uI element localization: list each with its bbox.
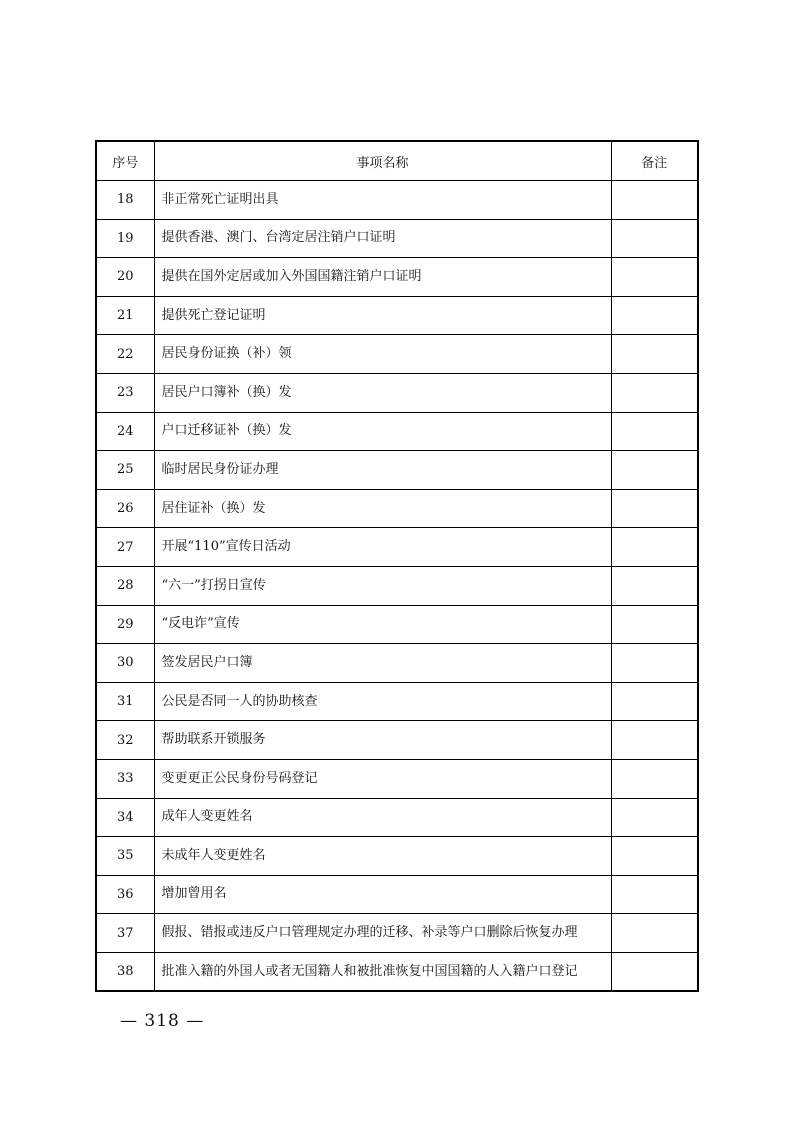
row-item-name: 增加曾用名 [154,875,611,914]
row-note [611,875,698,914]
row-item-name: 帮助联系开锁服务 [154,721,611,760]
row-note [611,837,698,876]
table-row [96,373,698,412]
row-number: 32 [96,721,154,760]
row-number: 35 [96,837,154,876]
row-number: 26 [96,489,154,528]
row-number: 31 [96,682,154,721]
table-header-row [96,141,698,181]
table-row [96,219,698,258]
row-item-name: 未成年人变更姓名 [154,837,611,876]
row-number: 33 [96,759,154,798]
row-note [611,489,698,528]
row-note [611,644,698,683]
row-item-name: 批准入籍的外国人或者无国籍人和被批准恢复中国国籍的人入籍户口登记 [154,952,611,991]
row-note [611,296,698,335]
table-row [96,181,698,220]
table-row [96,412,698,451]
row-item-name: 假报、错报或违反户口管理规定办理的迁移、补录等户口删除后恢复办理 [154,914,611,953]
table-row [96,605,698,644]
row-number: 34 [96,798,154,837]
row-note [611,219,698,258]
row-note [611,181,698,220]
row-number: 24 [96,412,154,451]
row-note [611,566,698,605]
table-row [96,335,698,374]
row-item-name: 提供死亡登记证明 [154,296,611,335]
row-item-name: 提供香港、澳门、台湾定居注销户口证明 [154,219,611,258]
row-note [611,373,698,412]
row-number: 22 [96,335,154,374]
row-number: 38 [96,952,154,991]
row-number: 27 [96,528,154,567]
row-number: 19 [96,219,154,258]
table-row [96,451,698,490]
page-number: — 318 — [120,1011,205,1031]
header-item-name: 事项名称 [154,141,611,181]
row-note [611,952,698,991]
row-item-name: 居住证补（换）发 [154,489,611,528]
table-row [96,952,698,991]
row-number: 20 [96,258,154,297]
row-number: 21 [96,296,154,335]
row-number: 23 [96,373,154,412]
row-number: 30 [96,644,154,683]
table-row [96,566,698,605]
table-row [96,914,698,953]
row-note [611,528,698,567]
header-note: 备注 [611,141,698,181]
row-item-name: 非正常死亡证明出具 [154,181,611,220]
table-row [96,528,698,567]
row-item-name: 临时居民身份证办理 [154,451,611,490]
row-note [611,451,698,490]
table-row [96,258,698,297]
row-note [611,335,698,374]
table-row [96,296,698,335]
row-note [611,759,698,798]
row-item-name: 提供在国外定居或加入外国国籍注销户口证明 [154,258,611,297]
table-row [96,489,698,528]
row-item-name: 公民是否同一人的协助核查 [154,682,611,721]
row-number: 28 [96,566,154,605]
table-row [96,644,698,683]
row-note [611,682,698,721]
row-item-name: 变更更正公民身份号码登记 [154,759,611,798]
row-number: 37 [96,914,154,953]
row-number: 18 [96,181,154,220]
table-body [96,181,698,992]
row-note [611,605,698,644]
table-row [96,837,698,876]
header-number: 序号 [96,141,154,181]
table-row [96,682,698,721]
row-item-name: 居民户口簿补（换）发 [154,373,611,412]
row-item-name: 成年人变更姓名 [154,798,611,837]
row-number: 36 [96,875,154,914]
row-note [611,721,698,760]
row-item-name: 签发居民户口簿 [154,644,611,683]
row-note [611,914,698,953]
row-item-name: 居民身份证换（补）领 [154,335,611,374]
table-row [96,721,698,760]
row-item-name: 开展“110”宣传日活动 [154,528,611,567]
row-number: 25 [96,451,154,490]
row-item-name: “六一”打拐日宣传 [154,566,611,605]
table-row [96,875,698,914]
table-row [96,759,698,798]
service-items-table [95,140,699,992]
row-item-name: “反电诈”宣传 [154,605,611,644]
row-item-name: 户口迁移证补（换）发 [154,412,611,451]
row-note [611,798,698,837]
row-note [611,412,698,451]
row-note [611,258,698,297]
row-number: 29 [96,605,154,644]
table-row [96,798,698,837]
